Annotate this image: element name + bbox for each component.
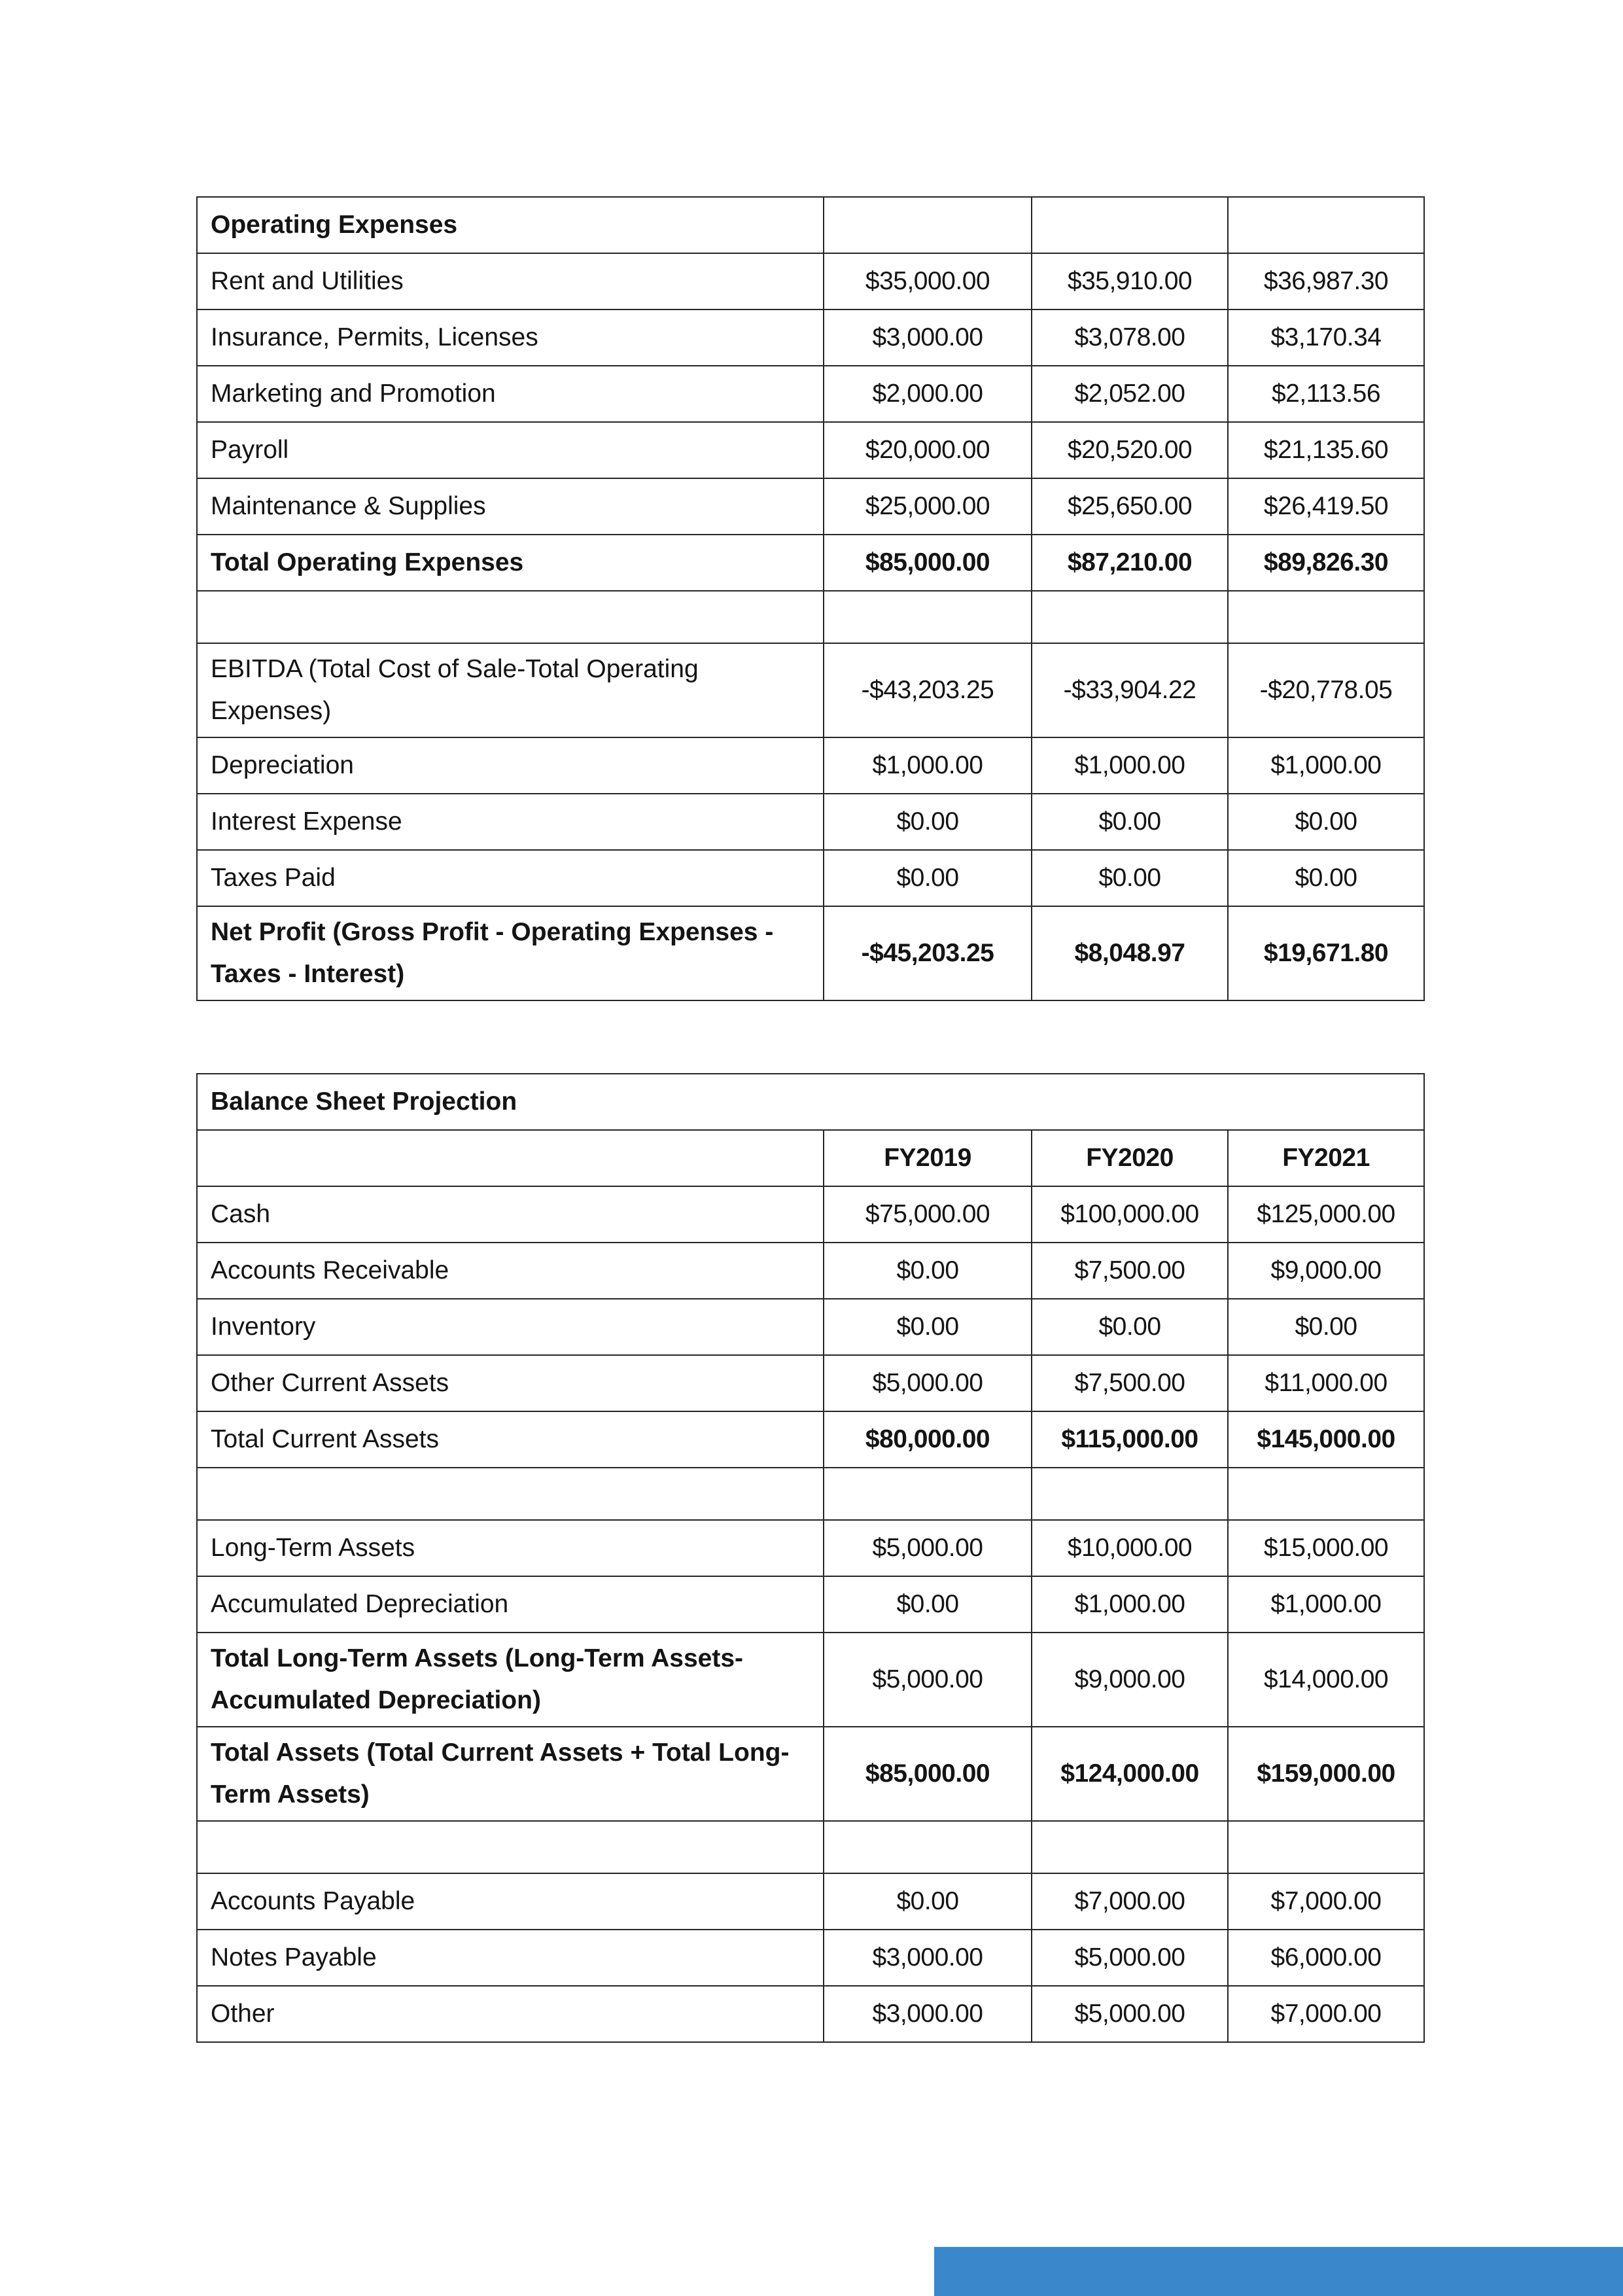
value-fy2020: $100,000.00: [1032, 1186, 1228, 1243]
value-fy2020: $7,500.00: [1032, 1355, 1228, 1411]
value-fy2021: $14,000.00: [1228, 1633, 1424, 1727]
table-row: [197, 1576, 1424, 1633]
table-row: [197, 1299, 1424, 1355]
value-fy2019: $0.00: [824, 850, 1032, 906]
column-header-empty: [197, 1130, 824, 1186]
table-row: [197, 794, 1424, 850]
empty-cell: [197, 591, 824, 643]
value-fy2020: $9,000.00: [1032, 1633, 1228, 1727]
row-label: Insurance, Permits, Licenses: [197, 309, 824, 366]
operating-expenses-table: [196, 196, 1425, 1001]
value-fy2021: $89,826.30: [1228, 535, 1424, 591]
table-title: Balance Sheet Projection: [197, 1074, 1424, 1130]
row-label: Rent and Utilities: [197, 253, 824, 309]
table-row: [197, 478, 1424, 535]
empty-cell: [1032, 591, 1228, 643]
value-fy2020: $8,048.97: [1032, 906, 1228, 1000]
total-row: [197, 1411, 1424, 1468]
column-header-fy2020: FY2020: [1032, 1130, 1228, 1186]
empty-cell: [824, 1468, 1032, 1520]
row-label: Accounts Receivable: [197, 1243, 824, 1299]
table-row: [197, 253, 1424, 309]
empty-cell: [197, 1468, 824, 1520]
value-fy2019: $5,000.00: [824, 1633, 1032, 1727]
row-label: Accumulated Depreciation: [197, 1576, 824, 1633]
value-fy2020: $5,000.00: [1032, 1986, 1228, 2042]
value-fy2021: $1,000.00: [1228, 737, 1424, 794]
value-fy2020: $7,000.00: [1032, 1873, 1228, 1930]
row-label: Other: [197, 1986, 824, 2042]
value-fy2019: $0.00: [824, 1243, 1032, 1299]
value-fy2019: $1,000.00: [824, 737, 1032, 794]
value-fy2020: $5,000.00: [1032, 1930, 1228, 1986]
spacer-row: [197, 591, 1424, 643]
value-fy2019: $80,000.00: [824, 1411, 1032, 1468]
row-label: Inventory: [197, 1299, 824, 1355]
value-fy2019: $0.00: [824, 1576, 1032, 1633]
table-row: [197, 1986, 1424, 2042]
row-label: Total Long-Term Assets (Long-Term Assets-Accumulated Depreciation): [197, 1633, 824, 1727]
row-label: Notes Payable: [197, 1930, 824, 1986]
column-header-fy2021: FY2021: [1228, 1130, 1424, 1186]
empty-cell: [824, 591, 1032, 643]
value-fy2019: $0.00: [824, 1873, 1032, 1930]
value-fy2020: $20,520.00: [1032, 422, 1228, 478]
table-row: [197, 1186, 1424, 1243]
table-row: [197, 309, 1424, 366]
empty-cell: [1228, 197, 1424, 253]
row-label: Total Current Assets: [197, 1411, 824, 1468]
empty-cell: [824, 1821, 1032, 1873]
table-row: [197, 1873, 1424, 1930]
empty-cell: [1032, 1468, 1228, 1520]
value-fy2019: $3,000.00: [824, 1930, 1032, 1986]
value-fy2021: $0.00: [1228, 850, 1424, 906]
total-row: [197, 535, 1424, 591]
empty-cell: [824, 197, 1032, 253]
table-row: [197, 850, 1424, 906]
row-label: Accounts Payable: [197, 1873, 824, 1930]
table-row: [197, 422, 1424, 478]
value-fy2020: $115,000.00: [1032, 1411, 1228, 1468]
value-fy2019: $5,000.00: [824, 1355, 1032, 1411]
value-fy2019: -$45,203.25: [824, 906, 1032, 1000]
row-label: Total Operating Expenses: [197, 535, 824, 591]
table-row: [197, 1520, 1424, 1576]
empty-cell: [1228, 591, 1424, 643]
value-fy2021: $26,419.50: [1228, 478, 1424, 535]
row-label: Other Current Assets: [197, 1355, 824, 1411]
row-label: Long-Term Assets: [197, 1520, 824, 1576]
table-title-row: [197, 1074, 1424, 1130]
value-fy2020: $0.00: [1032, 794, 1228, 850]
table-row: [197, 1243, 1424, 1299]
value-fy2021: $11,000.00: [1228, 1355, 1424, 1411]
row-label: Cash: [197, 1186, 824, 1243]
value-fy2020: $0.00: [1032, 850, 1228, 906]
value-fy2021: $19,671.80: [1228, 906, 1424, 1000]
value-fy2021: $125,000.00: [1228, 1186, 1424, 1243]
footer-accent-bar: [934, 2247, 1623, 2296]
value-fy2020: $87,210.00: [1032, 535, 1228, 591]
row-label: Depreciation: [197, 737, 824, 794]
table-row: [197, 366, 1424, 422]
row-label: Payroll: [197, 422, 824, 478]
row-label: Total Assets (Total Current Assets + Total Long-Term Assets): [197, 1727, 824, 1821]
value-fy2021: $36,987.30: [1228, 253, 1424, 309]
table-title-row: [197, 197, 1424, 253]
spacer-row: [197, 1468, 1424, 1520]
value-fy2021: $1,000.00: [1228, 1576, 1424, 1633]
value-fy2021: $7,000.00: [1228, 1986, 1424, 2042]
value-fy2020: -$33,904.22: [1032, 643, 1228, 737]
table-row: [197, 1355, 1424, 1411]
value-fy2021: -$20,778.05: [1228, 643, 1424, 737]
value-fy2021: $21,135.60: [1228, 422, 1424, 478]
value-fy2019: $20,000.00: [824, 422, 1032, 478]
value-fy2019: $0.00: [824, 1299, 1032, 1355]
value-fy2021: $15,000.00: [1228, 1520, 1424, 1576]
value-fy2021: $7,000.00: [1228, 1873, 1424, 1930]
value-fy2020: $3,078.00: [1032, 309, 1228, 366]
total-row: [197, 906, 1424, 1000]
value-fy2020: $124,000.00: [1032, 1727, 1228, 1821]
value-fy2020: $10,000.00: [1032, 1520, 1228, 1576]
value-fy2020: $1,000.00: [1032, 1576, 1228, 1633]
value-fy2019: -$43,203.25: [824, 643, 1032, 737]
column-header-row: [197, 1130, 1424, 1186]
row-label: EBITDA (Total Cost of Sale-Total Operating Expenses): [197, 643, 824, 737]
value-fy2021: $3,170.34: [1228, 309, 1424, 366]
value-fy2019: $85,000.00: [824, 535, 1032, 591]
total-row: [197, 1727, 1424, 1821]
value-fy2019: $5,000.00: [824, 1520, 1032, 1576]
empty-cell: [1032, 197, 1228, 253]
value-fy2019: $25,000.00: [824, 478, 1032, 535]
value-fy2019: $35,000.00: [824, 253, 1032, 309]
balance-sheet-table: [196, 1073, 1425, 2043]
table-row: [197, 643, 1424, 737]
value-fy2019: $3,000.00: [824, 1986, 1032, 2042]
value-fy2019: $85,000.00: [824, 1727, 1032, 1821]
empty-cell: [1228, 1468, 1424, 1520]
empty-cell: [1228, 1821, 1424, 1873]
spacer-row: [197, 1821, 1424, 1873]
value-fy2021: $0.00: [1228, 794, 1424, 850]
value-fy2019: $2,000.00: [824, 366, 1032, 422]
value-fy2019: $0.00: [824, 794, 1032, 850]
row-label: Maintenance & Supplies: [197, 478, 824, 535]
table-row: [197, 1930, 1424, 1986]
row-label: Interest Expense: [197, 794, 824, 850]
value-fy2021: $145,000.00: [1228, 1411, 1424, 1468]
value-fy2021: $6,000.00: [1228, 1930, 1424, 1986]
value-fy2021: $2,113.56: [1228, 366, 1424, 422]
value-fy2020: $1,000.00: [1032, 737, 1228, 794]
column-header-fy2019: FY2019: [824, 1130, 1032, 1186]
row-label: Marketing and Promotion: [197, 366, 824, 422]
empty-cell: [197, 1821, 824, 1873]
value-fy2021: $159,000.00: [1228, 1727, 1424, 1821]
value-fy2020: $35,910.00: [1032, 253, 1228, 309]
value-fy2019: $3,000.00: [824, 309, 1032, 366]
value-fy2020: $25,650.00: [1032, 478, 1228, 535]
value-fy2020: $7,500.00: [1032, 1243, 1228, 1299]
value-fy2019: $75,000.00: [824, 1186, 1032, 1243]
value-fy2021: $0.00: [1228, 1299, 1424, 1355]
table-title: Operating Expenses: [197, 197, 824, 253]
value-fy2020: $2,052.00: [1032, 366, 1228, 422]
row-label: Net Profit (Gross Profit - Operating Expenses - Taxes - Interest): [197, 906, 824, 1000]
value-fy2020: $0.00: [1032, 1299, 1228, 1355]
empty-cell: [1032, 1821, 1228, 1873]
row-label: Taxes Paid: [197, 850, 824, 906]
value-fy2021: $9,000.00: [1228, 1243, 1424, 1299]
table-row: [197, 737, 1424, 794]
total-row: [197, 1633, 1424, 1727]
